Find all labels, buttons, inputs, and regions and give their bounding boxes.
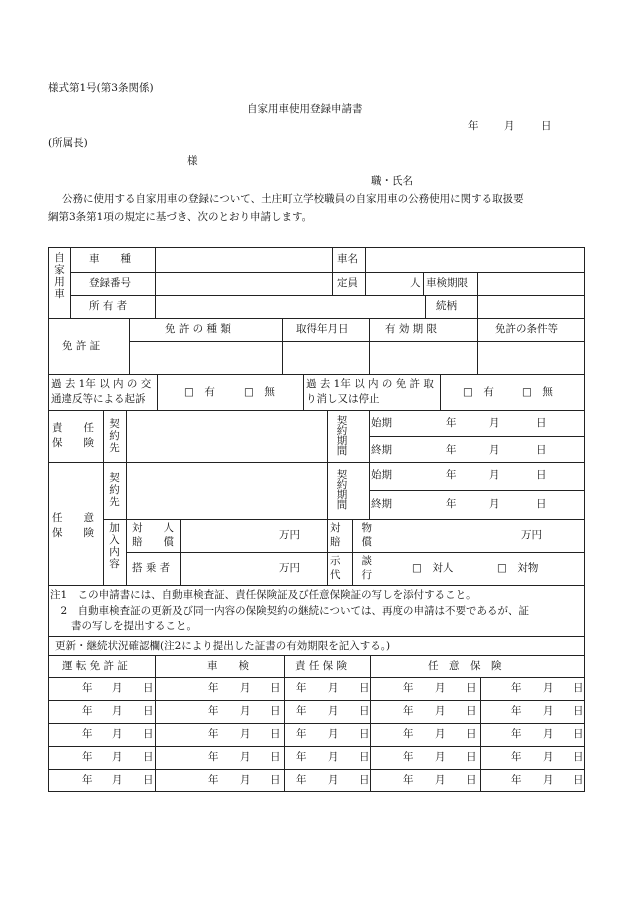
renewal-date-y-label: 年 [403, 751, 414, 763]
liability-end-year: 年 [446, 444, 457, 456]
renewal-col-voluntary: 任 意 保 険 [428, 660, 502, 672]
relation-label: 続柄 [436, 300, 457, 312]
renewal-date-m-label: 月 [435, 682, 446, 694]
renewal-date-d-label: 日 [143, 705, 154, 717]
renewal-date-d-label: 日 [143, 728, 154, 740]
renewal-date-d-label: 日 [359, 705, 370, 717]
renewal-date-d-label: 日 [270, 682, 281, 694]
renewal-date-d-label: 日 [466, 751, 477, 763]
renewal-date-m-label: 月 [328, 728, 339, 740]
voluntary-start-label: 始期 [371, 469, 392, 481]
renewal-date-d-label: 日 [270, 728, 281, 740]
renewal-date-y-label: 年 [511, 728, 522, 740]
renewal-date-d-label: 日 [573, 705, 584, 717]
renewal-date-m-label: 月 [328, 682, 339, 694]
traffic-violation-label-1: 過 去 1年 以 内 の 交 [51, 378, 152, 390]
liability-end-label: 終期 [371, 444, 392, 456]
voluntary-insurer-label: 契約先 [109, 472, 120, 508]
liability-end-month: 月 [489, 444, 500, 456]
renewal-date-d-label: 日 [270, 705, 281, 717]
renewal-date-y-label: 年 [82, 774, 93, 786]
car-name-label: 車名 [337, 253, 358, 265]
renewal-title: 更新・継続状況確認欄(注2により提出した証書の有効期限を記入する。) [55, 640, 391, 652]
body-text-line-2: 綱第3条第1項の規定に基づき、次のとおり申請します。 [48, 211, 313, 223]
renewal-date-y-label: 年 [208, 774, 219, 786]
bodily-label-2: 賠 償 [132, 536, 174, 548]
license-kind-header: 免 許 の 種 類 [165, 323, 231, 335]
traffic-no-checkbox[interactable]: □ 無 [244, 386, 275, 398]
renewal-date-d-label: 日 [466, 682, 477, 694]
renewal-date-m-label: 月 [112, 728, 123, 740]
passenger-label: 搭 乗 者 [132, 562, 171, 574]
renewal-date-y-label: 年 [511, 774, 522, 786]
date-year-label: 年 [468, 120, 479, 132]
voluntary-end-label: 終期 [371, 498, 392, 510]
renewal-date-y-label: 年 [296, 682, 307, 694]
renewal-col-liability: 責 任 保 険 [295, 660, 348, 672]
revocation-yes-checkbox[interactable]: □ 有 [463, 386, 494, 398]
renewal-date-y-label: 年 [82, 705, 93, 717]
renewal-col-license: 運 転 免 許 証 [62, 660, 128, 672]
license-label: 免 許 証 [62, 340, 101, 352]
renewal-date-y-label: 年 [208, 751, 219, 763]
owner-label: 所 有 者 [89, 300, 128, 312]
renewal-date-m-label: 月 [328, 705, 339, 717]
renewal-date-m-label: 月 [112, 774, 123, 786]
date-month-label: 月 [504, 120, 515, 132]
voluntary-label-2: 保 険 [52, 527, 94, 539]
renewal-date-m-label: 月 [240, 728, 251, 740]
renewal-date-y-label: 年 [403, 682, 414, 694]
renewal-date-d-label: 日 [466, 705, 477, 717]
inspection-deadline-label: 車検期限 [426, 277, 468, 289]
renewal-date-d-label: 日 [143, 774, 154, 786]
note-2-line-1: 2 自動車検査証の更新及び同一内容の保険契約の継続については、再度の申請は不要であるが、証 [50, 605, 529, 617]
sama-label: 様 [187, 155, 198, 167]
voluntary-period-label: 契約期間 [336, 469, 362, 511]
renewal-date-y-label: 年 [208, 682, 219, 694]
renewal-date-m-label: 月 [435, 774, 446, 786]
renewal-date-m-label: 月 [240, 774, 251, 786]
car-type-label: 車 種 [89, 253, 131, 265]
renewal-date-y-label: 年 [511, 682, 522, 694]
liability-label-2: 保 険 [52, 437, 94, 449]
renewal-date-m-label: 月 [435, 751, 446, 763]
license-conditions-header: 免許の条件等 [495, 323, 558, 335]
renewal-date-m-label: 月 [240, 682, 251, 694]
renewal-date-y-label: 年 [296, 705, 307, 717]
passenger-manyen: 万円 [279, 562, 300, 574]
voluntary-label-1: 任 意 [52, 512, 94, 524]
liability-start-label: 始期 [371, 417, 392, 429]
renewal-date-m-label: 月 [112, 682, 123, 694]
renewal-date-y-label: 年 [296, 728, 307, 740]
renewal-date-y-label: 年 [208, 705, 219, 717]
settlement-label-2: 代 行 [330, 569, 372, 581]
voluntary-details-label: 加入内容 [109, 522, 120, 570]
voluntary-end-day: 日 [536, 498, 547, 510]
renewal-date-d-label: 日 [359, 751, 370, 763]
addressee-label: (所属長) [48, 137, 88, 149]
settlement-label-1: 示 談 [330, 555, 372, 567]
renewal-date-m-label: 月 [543, 682, 554, 694]
voluntary-start-day: 日 [536, 469, 547, 481]
property-label-1: 対 物 [330, 522, 372, 534]
liability-label-1: 責 任 [52, 422, 94, 434]
renewal-col-inspection: 車 検 [207, 660, 249, 672]
applicant-label: 職・氏名 [371, 175, 413, 187]
property-label-2: 賠 償 [330, 536, 372, 548]
page-title: 自家用車使用登録申請書 [247, 103, 363, 115]
renewal-date-y-label: 年 [296, 774, 307, 786]
renewal-date-d-label: 日 [466, 774, 477, 786]
capacity-label: 定員 [337, 277, 358, 289]
renewal-date-d-label: 日 [143, 682, 154, 694]
car-group-label: 自家用車 [54, 252, 65, 300]
renewal-date-d-label: 日 [143, 751, 154, 763]
persons-label: 人 [410, 277, 421, 289]
renewal-date-m-label: 月 [112, 751, 123, 763]
renewal-date-d-label: 日 [270, 774, 281, 786]
body-text-line-1: 公務に使用する自家用車の登録について、土庄町立学校職員の自家用車の公務使用に関する取扱要 [62, 193, 524, 205]
voluntary-end-month: 月 [489, 498, 500, 510]
renewal-date-y-label: 年 [82, 751, 93, 763]
property-manyen: 万円 [521, 529, 542, 541]
settlement-bodily-checkbox[interactable]: □ 対人 [412, 562, 454, 574]
renewal-date-m-label: 月 [543, 728, 554, 740]
liability-start-year: 年 [446, 417, 457, 429]
renewal-date-d-label: 日 [573, 751, 584, 763]
renewal-date-y-label: 年 [403, 728, 414, 740]
liability-start-month: 月 [489, 417, 500, 429]
license-acquired-header: 取得年月日 [296, 323, 349, 335]
renewal-date-d-label: 日 [359, 728, 370, 740]
renewal-date-d-label: 日 [359, 774, 370, 786]
note-2-line-2: 書の写しを提出すること。 [50, 620, 197, 632]
renewal-date-m-label: 月 [543, 705, 554, 717]
renewal-date-m-label: 月 [543, 751, 554, 763]
date-day-label: 日 [541, 120, 552, 132]
renewal-date-m-label: 月 [112, 705, 123, 717]
license-valid-header: 有 効 期 限 [385, 323, 438, 335]
renewal-date-d-label: 日 [573, 682, 584, 694]
renewal-date-m-label: 月 [240, 705, 251, 717]
revocation-label-2: り消し又は停止 [306, 393, 380, 405]
renewal-date-d-label: 日 [359, 682, 370, 694]
renewal-date-m-label: 月 [435, 705, 446, 717]
revocation-no-checkbox[interactable]: □ 無 [522, 386, 553, 398]
renewal-date-y-label: 年 [403, 705, 414, 717]
liability-start-day: 日 [536, 417, 547, 429]
liability-end-day: 日 [536, 444, 547, 456]
renewal-date-m-label: 月 [328, 751, 339, 763]
renewal-date-y-label: 年 [511, 705, 522, 717]
renewal-date-d-label: 日 [270, 751, 281, 763]
renewal-date-d-label: 日 [573, 728, 584, 740]
renewal-date-m-label: 月 [240, 751, 251, 763]
traffic-violation-label-2: 通違反等による起訴 [51, 393, 146, 405]
renewal-date-m-label: 月 [435, 728, 446, 740]
bodily-label-1: 対 人 [132, 522, 174, 534]
voluntary-start-year: 年 [446, 469, 457, 481]
renewal-date-d-label: 日 [466, 728, 477, 740]
renewal-date-y-label: 年 [403, 774, 414, 786]
renewal-date-y-label: 年 [296, 751, 307, 763]
settlement-property-checkbox[interactable]: □ 対物 [497, 562, 539, 574]
renewal-date-d-label: 日 [573, 774, 584, 786]
renewal-date-y-label: 年 [511, 751, 522, 763]
liability-period-label: 契約期間 [336, 415, 362, 457]
traffic-yes-checkbox[interactable]: □ 有 [184, 386, 215, 398]
renewal-date-m-label: 月 [543, 774, 554, 786]
revocation-label-1: 過 去 1年 以 内 の 免 許 取 [306, 378, 434, 390]
bodily-manyen: 万円 [279, 529, 300, 541]
registration-number-label: 登録番号 [89, 277, 131, 289]
renewal-date-m-label: 月 [328, 774, 339, 786]
form-number: 様式第1号(第3条関係) [48, 82, 154, 94]
voluntary-start-month: 月 [489, 469, 500, 481]
renewal-date-y-label: 年 [82, 682, 93, 694]
renewal-date-y-label: 年 [82, 728, 93, 740]
liability-insurer-label: 契約先 [109, 418, 120, 454]
voluntary-end-year: 年 [446, 498, 457, 510]
renewal-date-y-label: 年 [208, 728, 219, 740]
note-1: 注1 この申請書には、自動車検査証、責任保険証及び任意保険証の写しを添付すること。 [50, 589, 477, 601]
